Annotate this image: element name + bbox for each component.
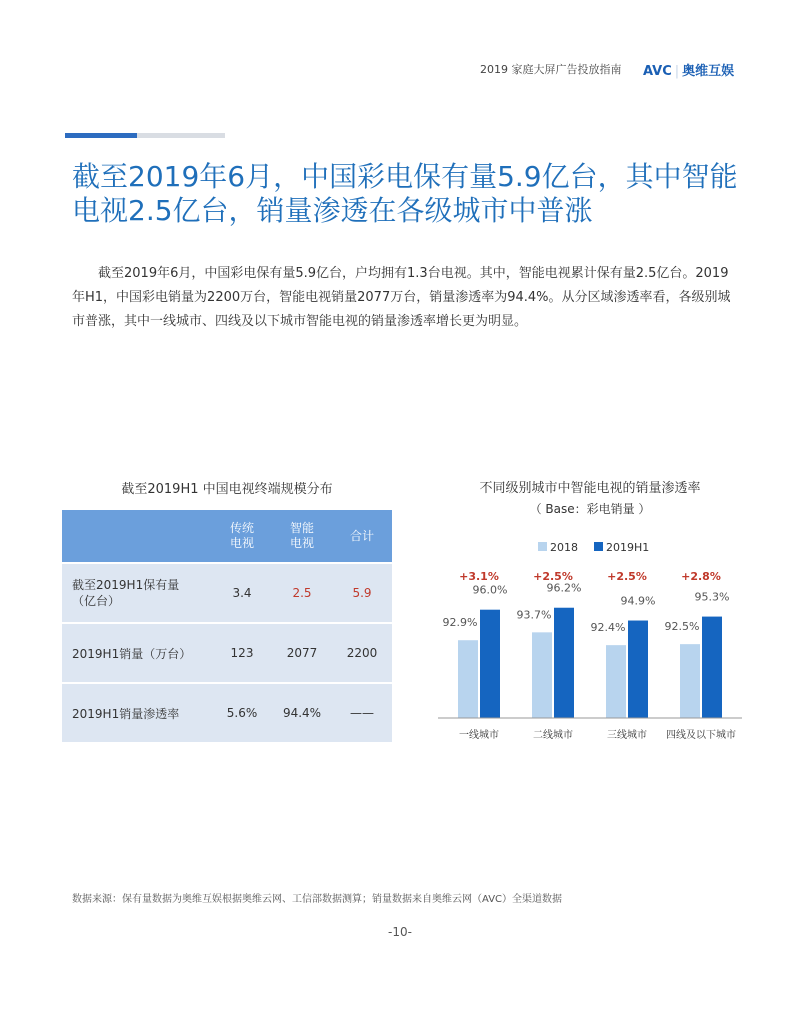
table-cell: 5.6% xyxy=(226,706,258,720)
legend-label: 2018 xyxy=(550,541,578,554)
chart-subtitle: （ Base：彩电销量 ） xyxy=(529,502,651,516)
table-header-cell: 合计 xyxy=(349,528,374,543)
table-cell: 123 xyxy=(230,646,254,660)
table-cell: 5.9 xyxy=(352,586,372,600)
data-source-note: 数据来源：保有量数据为奥维互娱根据奥维云网、工信部数据测算；销量数据来自奥维云网（AVC）全渠道数据 xyxy=(72,894,563,905)
brand-logo xyxy=(643,60,734,79)
penetration-bar-chart xyxy=(430,530,750,750)
bar-2018 xyxy=(532,632,552,718)
row-label-line: （亿台） xyxy=(72,594,121,608)
category-label: 二线城市 xyxy=(533,730,573,741)
body-paragraph: 截至2019年6月，中国彩电保有量5.9亿台，户均拥有1.3台电视。其中，智能电视累计保有量2.5亿台。2019年H1，中国彩电销量为2200万台，智能电视销量2077万台，销量渗透率为94.4%。从分区域渗透率看，各级别城市普涨，其中一线城市、四线及以下城市智能电视的销量渗透率增长更为明显。 xyxy=(72,266,731,329)
table-title: 截至2019H1 中国电视终端规模分布 xyxy=(121,482,333,497)
change-label: +3.1% xyxy=(459,570,499,583)
table-row xyxy=(62,562,392,622)
decorative-bar-accent xyxy=(65,133,137,138)
bar-2019h1 xyxy=(480,610,500,718)
change-label: +2.5% xyxy=(607,570,647,583)
table-header-cell xyxy=(212,521,272,551)
data-label-2019h1: 96.2% xyxy=(546,581,582,595)
document-header-title: 2019 家庭大屏广告投放指南 xyxy=(480,63,622,76)
legend-swatch xyxy=(594,542,603,551)
decorative-bar xyxy=(65,133,225,138)
bar-2019h1 xyxy=(554,608,574,718)
table-cell: 2.5 xyxy=(292,586,312,600)
change-label: +2.5% xyxy=(533,570,573,583)
table-cell: 2200 xyxy=(346,646,378,660)
legend-swatch xyxy=(538,542,547,551)
data-label-2018: 92.5% xyxy=(664,620,700,634)
brand-logo-text: 奥维互娱 xyxy=(682,64,735,79)
data-label-2019h1: 95.3% xyxy=(694,590,730,604)
table-row-label: 2019H1销量（万台） xyxy=(72,646,192,661)
bar-2018 xyxy=(606,645,626,718)
bar-2019h1 xyxy=(628,621,648,718)
category-label: 一线城市 xyxy=(459,730,499,741)
header-line: 电视 xyxy=(289,536,314,550)
category-label: 三线城市 xyxy=(607,730,647,741)
page-number: -10- xyxy=(388,925,412,939)
table-cell: —— xyxy=(350,706,374,720)
table-cell: 3.4 xyxy=(232,586,252,600)
table-cell: 2077 xyxy=(286,646,318,660)
bar-2018 xyxy=(458,640,478,718)
category-label: 四线及以下城市 xyxy=(666,730,736,741)
data-label-2019h1: 94.9% xyxy=(620,594,656,608)
table-row-label: 2019H1销量渗透率 xyxy=(72,706,180,721)
legend-label: 2019H1 xyxy=(606,541,650,554)
bar-2019h1 xyxy=(702,617,722,718)
bar-2018 xyxy=(680,644,700,718)
data-label-2018: 92.9% xyxy=(442,616,478,630)
chart-title: 不同级别城市中智能电视的销量渗透率 xyxy=(479,481,701,496)
table-header-row xyxy=(62,510,392,562)
data-label-2018: 93.7% xyxy=(516,608,552,622)
header-line: 电视 xyxy=(229,536,254,550)
brand-logo-mark: AVC xyxy=(643,64,672,79)
table-header-cell xyxy=(272,521,332,551)
table-row xyxy=(62,622,392,682)
header-line: 传统 xyxy=(229,521,254,535)
table-row-label xyxy=(62,577,212,609)
table-cell: 94.4% xyxy=(282,706,322,720)
tv-scale-table xyxy=(62,510,392,742)
change-label: +2.8% xyxy=(681,570,721,583)
data-label-2018: 92.4% xyxy=(590,621,626,635)
header-line: 智能 xyxy=(289,521,314,535)
row-label-line: 截至2019H1保有量 xyxy=(72,578,180,592)
brand-separator: | xyxy=(674,64,680,79)
data-label-2019h1: 96.0% xyxy=(472,583,508,597)
page-headline: 截至2019年6月，中国彩电保有量5.9亿台，其中智能电视2.5亿台，销量渗透在各级城市中普涨 xyxy=(72,160,738,227)
table-row xyxy=(62,682,392,742)
